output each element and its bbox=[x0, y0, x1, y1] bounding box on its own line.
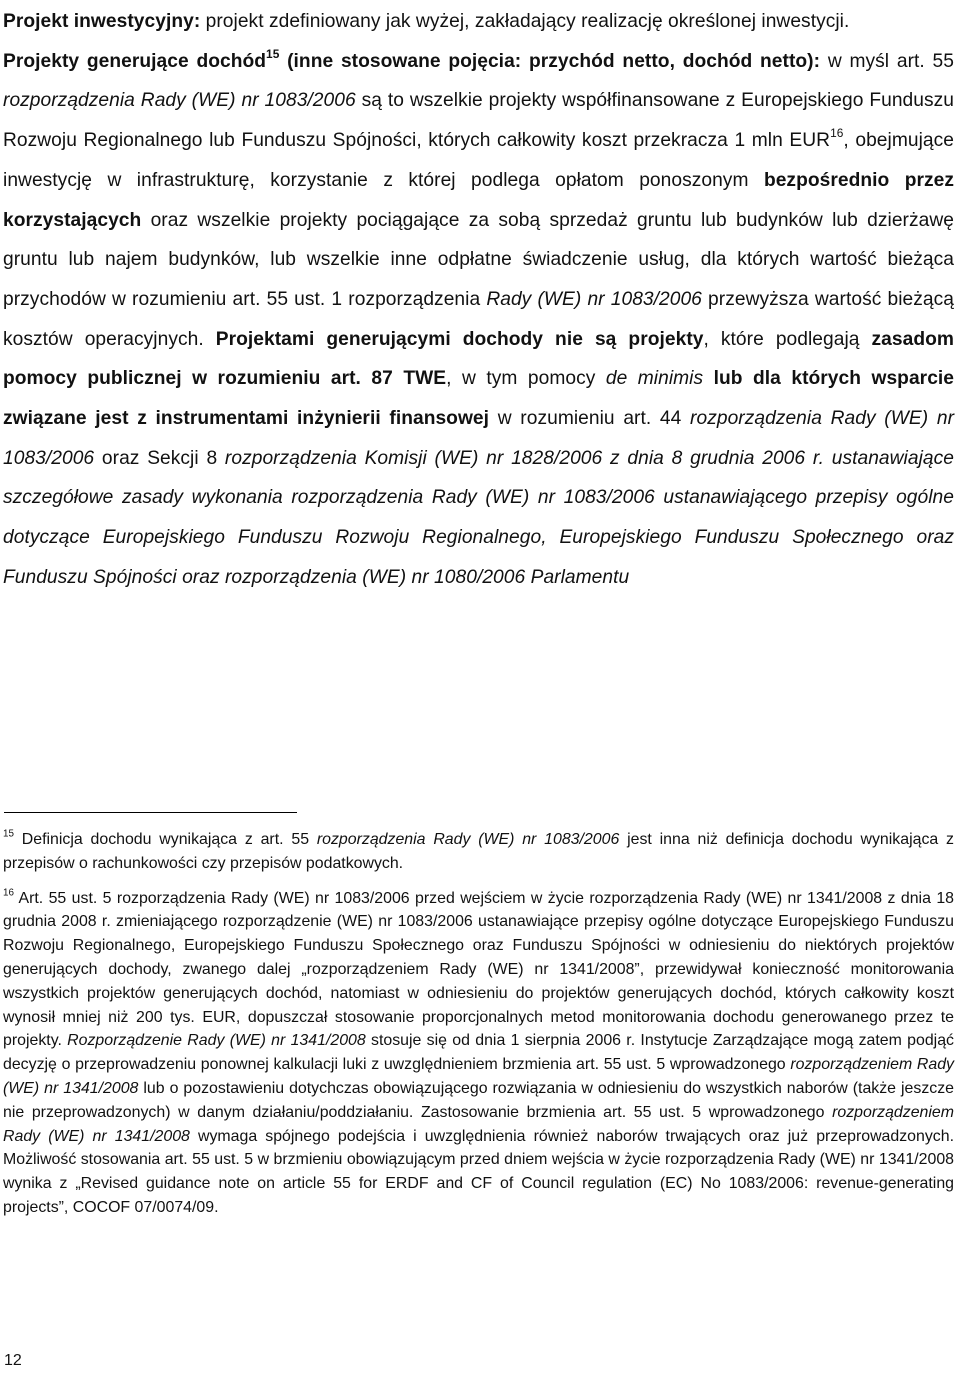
term-investment-project: Projekt inwestycyjny: bbox=[3, 11, 201, 32]
paragraph-revenue-generating-projects: Projekty generujące dochód$^{15}$ (inne stosowane pojęcia: przychód netto, dochód netto): w myśl art. 55 rozporządzenia Rady (WE) nr 1083/2006 są to wszelkie projekty współfinansowane z Europejskiego Funduszu Rozwoju Regionalnego lub Funduszu Spójności, których całkowity koszt przekracza 1 mln EUR$^{16}$, obejmujące inwestycję w infrastrukturę, korzystanie z której podlega opłatom ponoszonym bezpośrednio przez korzystających oraz wszelkie projekty pociągające za sobą sprzedaż gruntu lub budynków lub dzierżawę gruntu lub najem budynków, lub wszelkie inne odpłatne świadczenie usług, dla których wartość bieżąca przychodów w rozumieniu art. 55 ust. 1 rozporządzenia Rady (WE) nr 1083/2006 przewyższa wartość bieżącą kosztów operacyjnych. Projektami generującymi dochody nie są projekty, które podlegają zasadom pomocy publicznej w rozumieniu art. 87 TWE, w tym pomocy de minimis lub dla których wsparcie związane jest z instrumentami inżynierii finansowej w rozumieniu art. 44 rozporządzenia Rady (WE) nr 1083/2006 oraz Sekcji 8 rozporządzenia Komisji (WE) nr 1828/2006 z dnia 8 grudnia 2006 r. ustanawiające szczegółowe zasady wykonania rozporządzenia Rady (WE) nr 1083/2006 ustanawiającego przepisy ogólne dotyczące Europejskiego Funduszu Rozwoju Regionalnego, Europejskiego Funduszu Społecznego oraz Funduszu Spójności oraz rozporządzenia (WE) nr 1080/2006 Parlamentu bbox=[3, 46, 955, 588]
footnotes bbox=[3, 828, 954, 1231]
footnote-number: 16 bbox=[3, 887, 14, 899]
footnote-15: $^{15}$ Definicja dochodu wynikająca z art. 55 rozporządzenia Rady (WE) nr 1083/2006 jest inna niż definicja dochodu wynikająca z przepisów o rachunkowości czy przepisów podatkowych. bbox=[3, 828, 954, 872]
page-number: 12 bbox=[4, 1352, 22, 1369]
footnote-number: 15 bbox=[3, 828, 14, 840]
footnote-16: $^{16}$ Art. 55 ust. 5 rozporządzenia Rady (WE) nr 1083/2006 przed wejściem w życie rozporządzenia Rady (WE) nr 1341/2008 z dnia 18 grudnia 2008 r. zmieniającego rozporządzenie (WE) nr 1083/2006 ustanawiające przepisy ogólne dotyczące Europejskiego Funduszu Rozwoju Regionalnego, Europejskiego Funduszu Społecznego oraz Funduszu Spójności w odniesieniu do niektórych projektów generujących dochody, zwanego dalej „rozporządzeniem Rady (WE) nr 1341/2008”, przewidywał konieczność monitorowania wszystkich projektów generujących dochód, natomiast w odniesieniu do projektów generujących dochód, których całkowity koszt wynosił mniej niż 200 tys. EUR, dopuszczał stosowanie proporcjonalnych metod monitorowania dochodu generowanego przez te projekty. Rozporządzenie Rady (WE) nr 1341/2008 stosuje się od dnia 1 sierpnia 2006 r. Instytucje Zarządzające mogą zatem podjąć decyzję o przeprowadzeniu ponownej kalkulacji luki z uwzględnieniem brzmienia art. 55 ust. 5 wprowadzonego rozporządzeniem Rady (WE) nr 1341/2008 lub o pozostawieniu dotychczas obowiązującego rozwiązania w odniesieniu do wszystkich naborów (także jeszcze nie przeprowadzonych) w danym działaniu/poddziałaniu. Zastosowanie brzmienia art. 55 ust. 5 wprowadzonego rozporządzeniem Rady (WE) nr 1341/2008 wymaga spójnego podejścia i uwzględnienia również naborów trwających oraz już przeprowadzonych. Możliwość stosowania art. 55 ust. 5 w brzmieniu obowiązującym przed dniem wejścia w życie rozporządzenia Rady (WE) nr 1341/2008 wynika z „Revised guidance note on article 55 for ERDF and CF of Council regulation (EC) No 1083/2006: revenue-generating projects”, COCOF 07/0074/09. bbox=[3, 887, 955, 1216]
footnote-ref-15[interactable]: 15 bbox=[266, 46, 280, 61]
footnote-ref-16[interactable]: 16 bbox=[830, 126, 844, 141]
footnote-separator bbox=[4, 812, 297, 813]
term-revenue-generating-projects: Projekty generujące dochód$^{15}$ (inne stosowane pojęcia: przychód netto, dochód netto): bbox=[3, 46, 821, 72]
main-text bbox=[3, 2, 954, 598]
paragraph-investment-project: Projekt inwestycyjny: projekt zdefiniowany jak wyżej, zakładający realizację określonej inwestycji. bbox=[3, 11, 850, 32]
